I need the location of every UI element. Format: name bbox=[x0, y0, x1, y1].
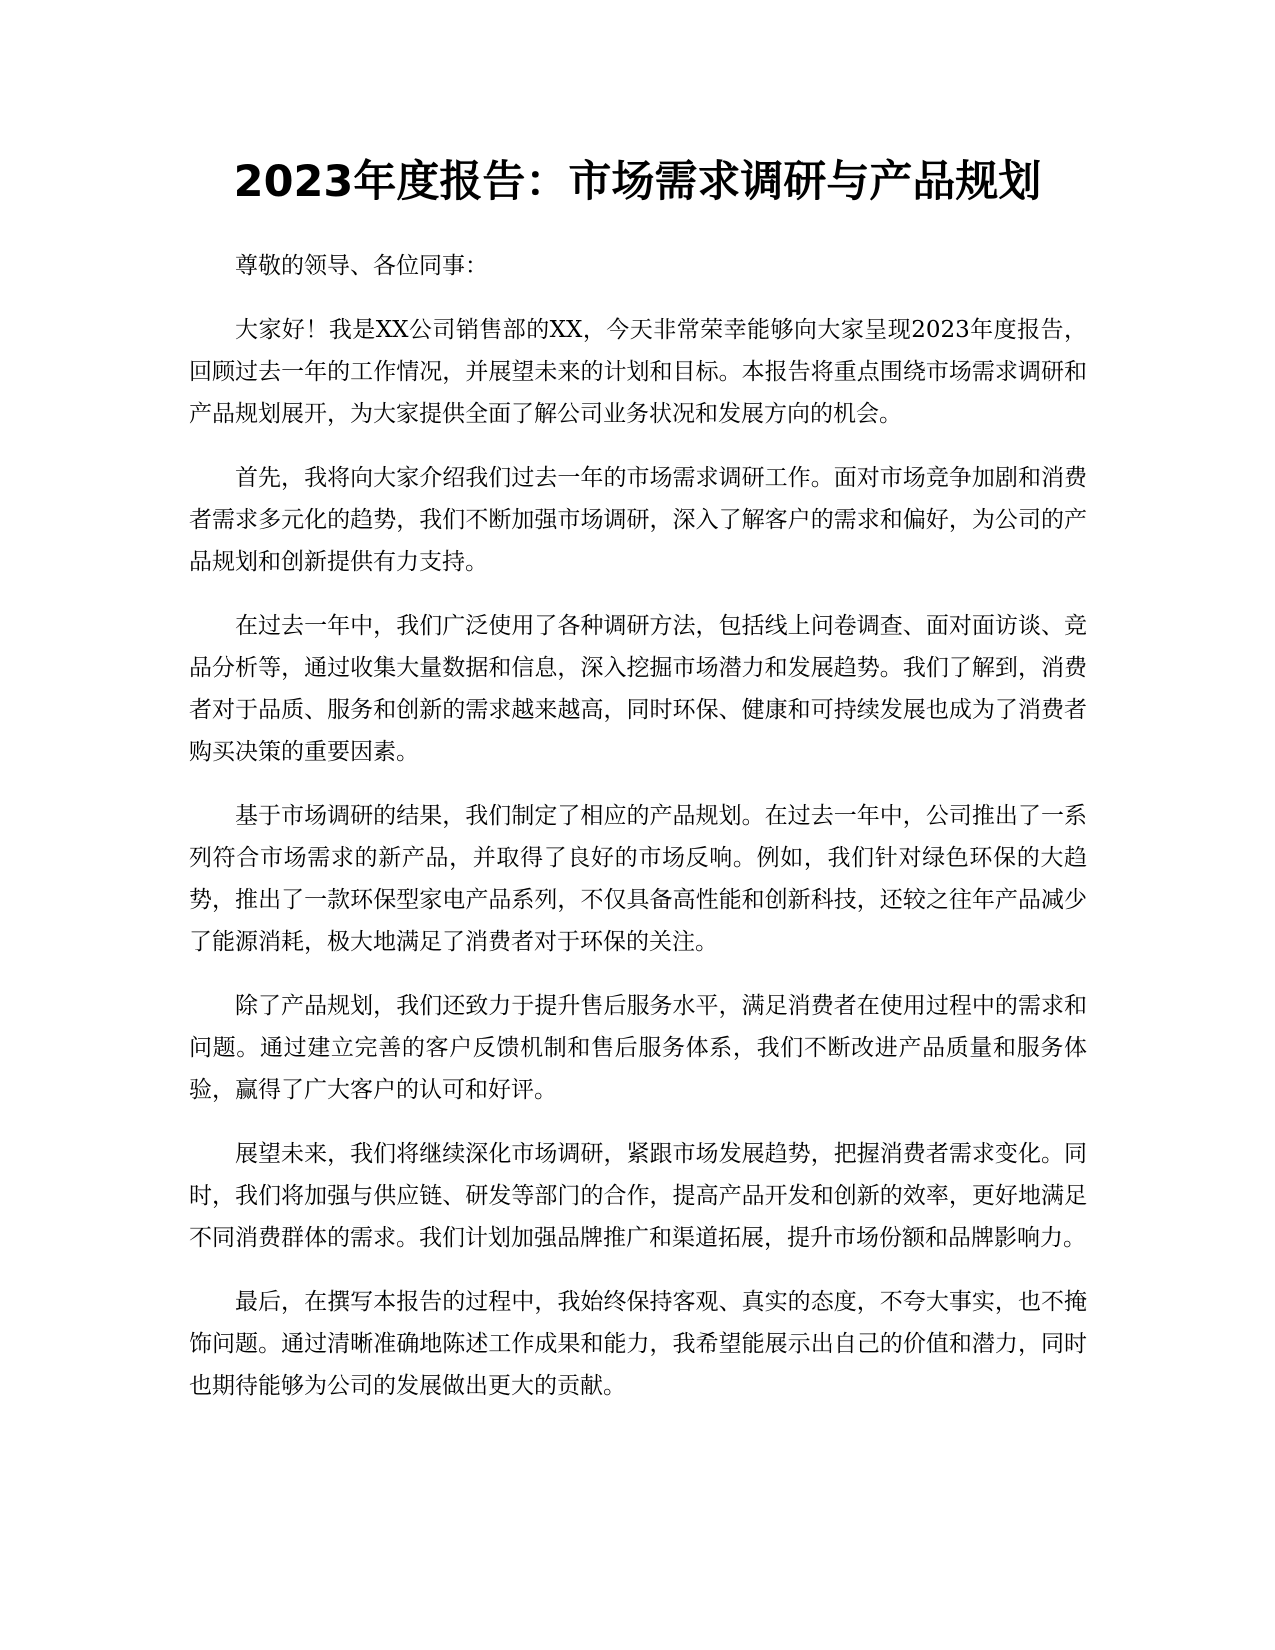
document-body bbox=[189, 245, 1087, 1429]
document-title: 2023年度报告：市场需求调研与产品规划 bbox=[233, 157, 1042, 207]
paragraph-introduction: 大家好！我是XX公司销售部的XX，今天非常荣幸能够向大家呈现2023年度报告，回顾过去一年的工作情况，并展望未来的计划和目标。本报告将重点围绕市场需求调研和产品规划展开，为大家提供全面了解公司业务状况和发展方向的机会。 bbox=[189, 317, 1087, 427]
paragraph-outlook: 展望未来，我们将继续深化市场调研，紧跟市场发展趋势，把握消费者需求变化。同时，我们将加强与供应链、研发等部门的合作，提高产品开发和创新的效率，更好地满足不同消费群体的需求。我们计划加强品牌推广和渠道拓展，提升市场份额和品牌影响力。 bbox=[189, 1141, 1087, 1251]
paragraph-research-overview: 首先，我将向大家介绍我们过去一年的市场需求调研工作。面对市场竞争加剧和消费者需求多元化的趋势，我们不断加强市场调研，深入了解客户的需求和偏好，为公司的产品规划和创新提供有力支持。 bbox=[189, 465, 1087, 575]
paragraph-conclusion: 最后，在撰写本报告的过程中，我始终保持客观、真实的态度，不夸大事实，也不掩饰问题。通过清晰准确地陈述工作成果和能力，我希望能展示出自己的价值和潜力，同时也期待能够为公司的发展做出更大的贡献。 bbox=[189, 1289, 1087, 1399]
paragraph-product-planning: 基于市场调研的结果，我们制定了相应的产品规划。在过去一年中，公司推出了一系列符合市场需求的新产品，并取得了良好的市场反响。例如，我们针对绿色环保的大趋势，推出了一款环保型家电产品系列，不仅具备高性能和创新科技，还较之往年产品减少了能源消耗，极大地满足了消费者对于环保的关注。 bbox=[189, 803, 1087, 955]
paragraph-research-methods: 在过去一年中，我们广泛使用了各种调研方法，包括线上问卷调查、面对面访谈、竞品分析等，通过收集大量数据和信息，深入挖掘市场潜力和发展趋势。我们了解到，消费者对于品质、服务和创新的需求越来越高，同时环保、健康和可持续发展也成为了消费者购买决策的重要因素。 bbox=[189, 613, 1087, 765]
paragraph-salutation: 尊敬的领导、各位同事： bbox=[235, 253, 488, 279]
paragraph-after-sales: 除了产品规划，我们还致力于提升售后服务水平，满足消费者在使用过程中的需求和问题。通过建立完善的客户反馈机制和售后服务体系，我们不断改进产品质量和服务体验，赢得了广大客户的认可和好评。 bbox=[189, 993, 1087, 1103]
